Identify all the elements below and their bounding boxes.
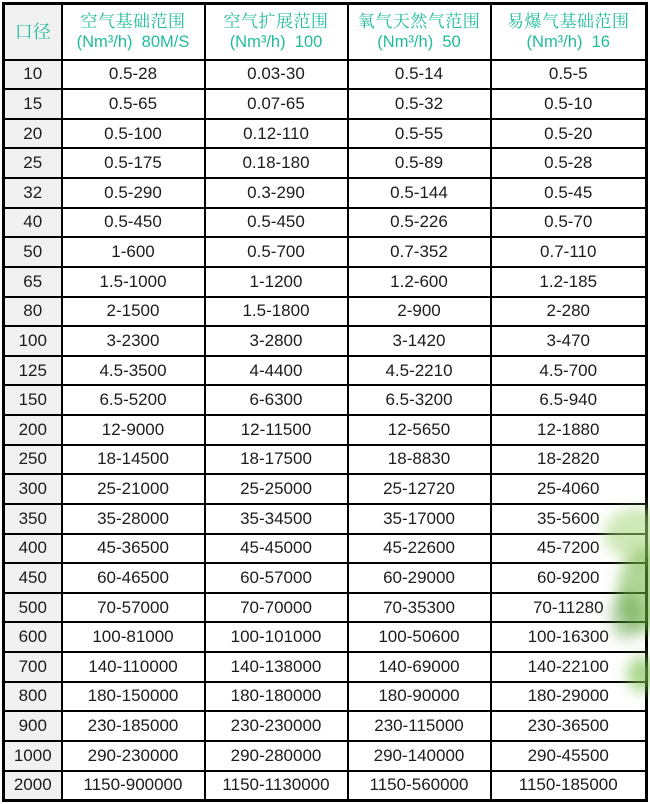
range-cell: 0.5-290 (62, 178, 205, 208)
col-header-unit: (Nm³/h) 50 (377, 33, 461, 52)
range-cell: 35-34500 (205, 504, 348, 534)
range-cell: 35-28000 (62, 504, 205, 534)
diameter-cell: 80 (4, 297, 62, 327)
col-header-title: 空气基础范围 (80, 11, 186, 31)
range-cell: 1.2-185 (491, 267, 647, 297)
range-cell: 25-4060 (491, 474, 647, 504)
range-cell: 180-29000 (491, 682, 647, 712)
range-cell: 2-1500 (62, 297, 205, 327)
table-row (4, 60, 647, 90)
range-cell: 0.5-32 (348, 89, 491, 119)
range-cell: 6.5-5200 (62, 385, 205, 415)
range-cell: 100-81000 (62, 622, 205, 652)
range-cell: 0.3-290 (205, 178, 348, 208)
range-cell: 0.03-30 (205, 60, 348, 90)
table-row (4, 622, 647, 652)
range-cell: 12-9000 (62, 415, 205, 445)
table-row (4, 297, 647, 327)
table-row (4, 385, 647, 415)
range-cell: 3-470 (491, 326, 647, 356)
range-cell: 45-7200 (491, 534, 647, 564)
range-cell: 3-2800 (205, 326, 348, 356)
range-cell: 25-21000 (62, 474, 205, 504)
range-cell: 12-11500 (205, 415, 348, 445)
diameter-cell: 20 (4, 119, 62, 149)
range-cell: 0.5-226 (348, 208, 491, 238)
table-row (4, 652, 647, 682)
range-cell: 0.07-65 (205, 89, 348, 119)
range-cell: 100-50600 (348, 622, 491, 652)
range-cell: 4.5-3500 (62, 356, 205, 386)
col-header-unit: (Nm³/h) 16 (526, 33, 610, 52)
table-row (4, 119, 647, 149)
range-cell: 1.5-1800 (205, 297, 348, 327)
range-cell: 1150-1130000 (205, 771, 348, 801)
range-cell: 70-70000 (205, 593, 348, 623)
diameter-cell: 40 (4, 208, 62, 238)
table-row (4, 178, 647, 208)
diameter-cell: 200 (4, 415, 62, 445)
range-cell: 0.5-100 (62, 119, 205, 149)
range-cell: 140-22100 (491, 652, 647, 682)
range-cell: 1150-560000 (348, 771, 491, 801)
table-row (4, 474, 647, 504)
range-cell: 230-115000 (348, 711, 491, 741)
range-cell: 1.5-1000 (62, 267, 205, 297)
range-cell: 45-22600 (348, 534, 491, 564)
col-header-title: 氧气天然气范围 (357, 11, 481, 31)
col-header-explosive-gas-basic-range (491, 4, 647, 60)
diameter-cell: 900 (4, 711, 62, 741)
col-header-unit: (Nm³/h) 100 (229, 33, 323, 52)
table-row (4, 563, 647, 593)
range-cell: 230-230000 (205, 711, 348, 741)
table-row (4, 711, 647, 741)
table-row (4, 445, 647, 475)
range-cell: 4-4400 (205, 356, 348, 386)
range-cell: 18-8830 (348, 445, 491, 475)
range-cell: 45-45000 (205, 534, 348, 564)
range-cell: 0.5-55 (348, 119, 491, 149)
range-cell: 290-140000 (348, 741, 491, 771)
range-cell: 45-36500 (62, 534, 205, 564)
range-cell: 0.5-450 (205, 208, 348, 238)
range-cell: 25-12720 (348, 474, 491, 504)
range-cell: 1150-900000 (62, 771, 205, 801)
diameter-cell: 600 (4, 622, 62, 652)
range-cell: 70-57000 (62, 593, 205, 623)
range-cell: 0.5-14 (348, 60, 491, 90)
range-cell: 18-2820 (491, 445, 647, 475)
range-cell: 0.5-450 (62, 208, 205, 238)
diameter-cell: 50 (4, 237, 62, 267)
range-cell: 140-138000 (205, 652, 348, 682)
range-cell: 4.5-2210 (348, 356, 491, 386)
range-cell: 0.5-20 (491, 119, 647, 149)
range-cell: 180-150000 (62, 682, 205, 712)
table-row (4, 89, 647, 119)
range-cell: 60-9200 (491, 563, 647, 593)
range-cell: 25-25000 (205, 474, 348, 504)
range-cell: 180-180000 (205, 682, 348, 712)
range-cell: 6.5-3200 (348, 385, 491, 415)
diameter-cell: 1000 (4, 741, 62, 771)
range-cell: 4.5-700 (491, 356, 647, 386)
range-cell: 0.5-70 (491, 208, 647, 238)
diameter-cell: 65 (4, 267, 62, 297)
range-cell: 140-110000 (62, 652, 205, 682)
range-cell: 0.5-65 (62, 89, 205, 119)
range-cell: 2-280 (491, 297, 647, 327)
table-row (4, 237, 647, 267)
table-row (4, 682, 647, 712)
range-cell: 12-1880 (491, 415, 647, 445)
diameter-cell: 25 (4, 148, 62, 178)
range-cell: 290-280000 (205, 741, 348, 771)
range-cell: 230-36500 (491, 711, 647, 741)
diameter-cell: 450 (4, 563, 62, 593)
range-cell: 100-101000 (205, 622, 348, 652)
range-cell: 0.12-110 (205, 119, 348, 149)
table-row (4, 267, 647, 297)
range-cell: 18-14500 (62, 445, 205, 475)
diameter-cell: 500 (4, 593, 62, 623)
range-cell: 3-1420 (348, 326, 491, 356)
table-row (4, 326, 647, 356)
header-row (4, 4, 647, 60)
range-cell: 18-17500 (205, 445, 348, 475)
range-cell: 0.5-28 (62, 60, 205, 90)
diameter-cell: 150 (4, 385, 62, 415)
range-cell: 70-35300 (348, 593, 491, 623)
table-row (4, 771, 647, 801)
range-cell: 35-17000 (348, 504, 491, 534)
range-cell: 0.5-700 (205, 237, 348, 267)
table-row (4, 208, 647, 238)
range-cell: 0.5-144 (348, 178, 491, 208)
range-cell: 230-185000 (62, 711, 205, 741)
diameter-cell: 800 (4, 682, 62, 712)
range-cell: 0.18-180 (205, 148, 348, 178)
diameter-cell: 300 (4, 474, 62, 504)
col-header-oxygen-naturalgas-range (348, 4, 491, 60)
range-cell: 0.5-175 (62, 148, 205, 178)
table-row (4, 148, 647, 178)
col-header-air-basic-range (62, 4, 205, 60)
range-cell: 0.5-10 (491, 89, 647, 119)
range-cell: 290-45500 (491, 741, 647, 771)
col-header-diameter: 口径 (4, 4, 62, 60)
diameter-cell: 125 (4, 356, 62, 386)
range-cell: 0.5-89 (348, 148, 491, 178)
range-cell: 1150-185000 (491, 771, 647, 801)
range-cell: 60-57000 (205, 563, 348, 593)
range-cell: 70-11280 (491, 593, 647, 623)
range-cell: 0.7-352 (348, 237, 491, 267)
col-header-unit: (Nm³/h) 80M/S (76, 33, 190, 52)
table-row (4, 593, 647, 623)
table-body (4, 60, 647, 801)
col-header-air-extended-range (205, 4, 348, 60)
range-cell: 180-90000 (348, 682, 491, 712)
range-cell: 12-5650 (348, 415, 491, 445)
diameter-cell: 32 (4, 178, 62, 208)
range-cell: 100-16300 (491, 622, 647, 652)
diameter-cell: 400 (4, 534, 62, 564)
diameter-cell: 15 (4, 89, 62, 119)
range-cell: 2-900 (348, 297, 491, 327)
diameter-cell: 700 (4, 652, 62, 682)
range-cell: 0.5-45 (491, 178, 647, 208)
flow-range-table (2, 2, 648, 802)
col-header-title: 空气扩展范围 (223, 11, 329, 31)
range-cell: 6-6300 (205, 385, 348, 415)
range-cell: 1-600 (62, 237, 205, 267)
col-header-title: 易爆气基础范围 (507, 11, 630, 31)
range-cell: 1.2-600 (348, 267, 491, 297)
range-cell: 140-69000 (348, 652, 491, 682)
range-cell: 1-1200 (205, 267, 348, 297)
range-cell: 290-230000 (62, 741, 205, 771)
range-cell: 3-2300 (62, 326, 205, 356)
range-cell: 35-5600 (491, 504, 647, 534)
diameter-cell: 2000 (4, 771, 62, 801)
table-row (4, 504, 647, 534)
table-row (4, 356, 647, 386)
table-row (4, 534, 647, 564)
range-cell: 60-46500 (62, 563, 205, 593)
range-cell: 0.7-110 (491, 237, 647, 267)
range-cell: 0.5-5 (491, 60, 647, 90)
table-row (4, 415, 647, 445)
range-cell: 6.5-940 (491, 385, 647, 415)
diameter-cell: 10 (4, 60, 62, 90)
diameter-cell: 350 (4, 504, 62, 534)
table-row (4, 741, 647, 771)
diameter-cell: 100 (4, 326, 62, 356)
range-cell: 60-29000 (348, 563, 491, 593)
range-cell: 0.5-28 (491, 148, 647, 178)
diameter-cell: 250 (4, 445, 62, 475)
